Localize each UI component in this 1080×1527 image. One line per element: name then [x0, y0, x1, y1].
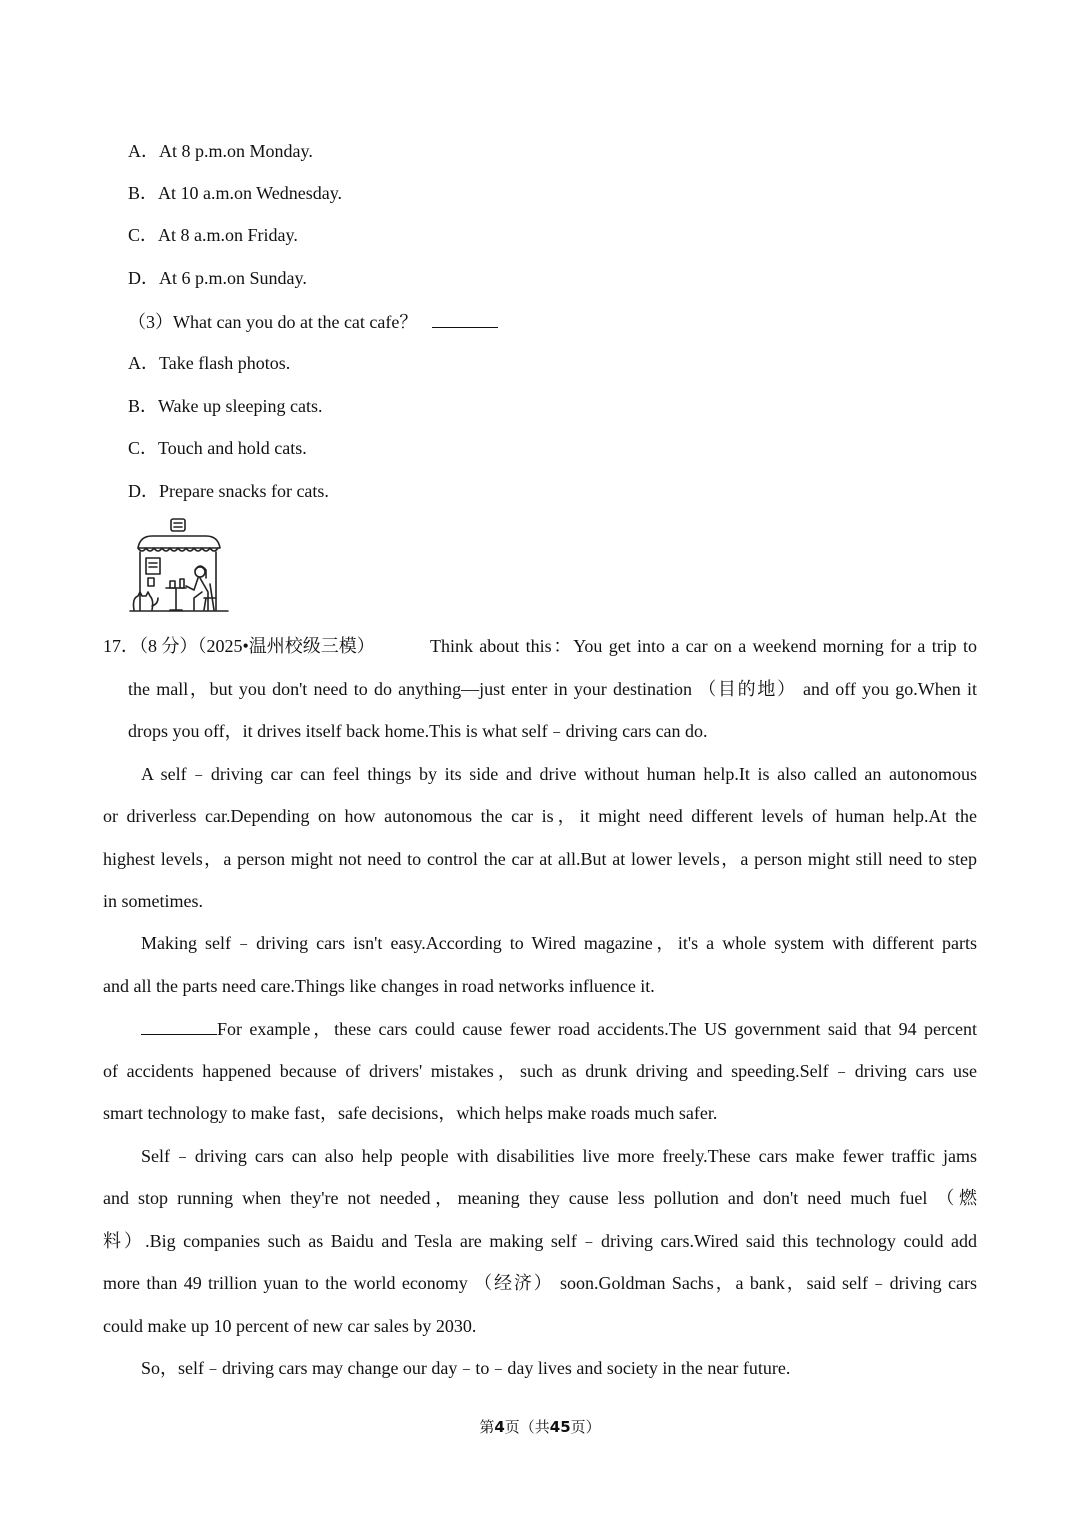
option-b: B．Wake up sleeping cats. [128, 396, 323, 416]
passage-line: of accidents happened because of drivers' mistakes，such as drunk driving and speeding.Self﹣driving cars use [103, 1061, 977, 1081]
passage-line: 料）.Big companies such as Baidu and Tesla are making self﹣driving cars.Wired said this technology could add [103, 1231, 977, 1251]
passage-line: drops you off，it drives itself back home.This is what self﹣driving cars can do. [128, 721, 708, 741]
option-b: B．At 10 a.m.on Wednesday. [128, 183, 343, 203]
passage-line: Self﹣driving cars can also help people with disabilities live more freely.These cars make fewer traffic jams [141, 1146, 977, 1166]
option-d: D．Prepare snacks for cats. [128, 481, 329, 501]
question-source: 17．（8 分）（2025•温州校级三模） [103, 636, 375, 656]
page-footer [0, 1416, 1080, 1437]
option-d: D．At 6 p.m.on Sunday. [128, 268, 307, 288]
answer-blank [141, 1016, 217, 1035]
passage-line: and all the parts need care.Things like changes in road networks influence it. [103, 976, 655, 996]
footer-suffix: 页） [570, 1418, 601, 1436]
cat-cafe-illustration [128, 518, 230, 614]
passage-line: highest levels，a person might not need to control the car at all.But at lower levels，a person might still need to step [103, 849, 977, 869]
page-number: 4 [494, 1418, 505, 1436]
passage-line: the mall，but you don't need to do anything—just enter in your destination （目的地） and off you go.When it [128, 679, 977, 699]
passage-line: more than 49 trillion yuan to the world economy （经济） soon.Goldman Sachs，a bank，said self﹣driving cars [103, 1273, 977, 1293]
footer-middle: 页（共 [504, 1418, 550, 1436]
passage-line: Think about this：You get into a car on a weekend morning for a trip to [430, 636, 977, 656]
passage-line: or driverless car.Depending on how autonomous the car is，it might need different levels of human help.At the [103, 806, 977, 826]
total-pages: 45 [549, 1418, 571, 1436]
passage-line: in sometimes. [103, 891, 203, 911]
passage-line: Making self﹣driving cars isn't easy.According to Wired magazine，it's a whole system with different parts [141, 933, 977, 953]
option-a: A．Take flash photos. [128, 353, 291, 373]
answer-blank [432, 309, 498, 328]
question-17-header [103, 634, 375, 658]
passage-line: smart technology to make fast，safe decisions，which helps make roads much safer. [103, 1103, 718, 1123]
passage-line: A self﹣driving car can feel things by its side and drive without human help.It is also called an autonomous [141, 764, 977, 784]
passage-line: could make up 10 percent of new car sales by 2030. [103, 1316, 477, 1336]
passage-line: and stop running when they're not needed，meaning they cause less pollution and don't need much fuel （燃 [103, 1188, 977, 1208]
passage-line: So，self﹣driving cars may change our day﹣to﹣day lives and society in the near future. [141, 1358, 791, 1378]
passage-text: For example，these cars could cause fewer road accidents.The US government said that 94 percent [217, 1019, 977, 1039]
option-a: A．At 8 p.m.on Monday. [128, 141, 313, 161]
option-c: C．Touch and hold cats. [128, 438, 307, 458]
question-3-text: （3）What can you do at the cat cafe？ [128, 312, 418, 332]
passage-line-with-blank [141, 1016, 977, 1041]
footer-prefix: 第 [479, 1418, 495, 1436]
option-c: C．At 8 a.m.on Friday. [128, 225, 298, 245]
question-3-stem [128, 309, 498, 334]
